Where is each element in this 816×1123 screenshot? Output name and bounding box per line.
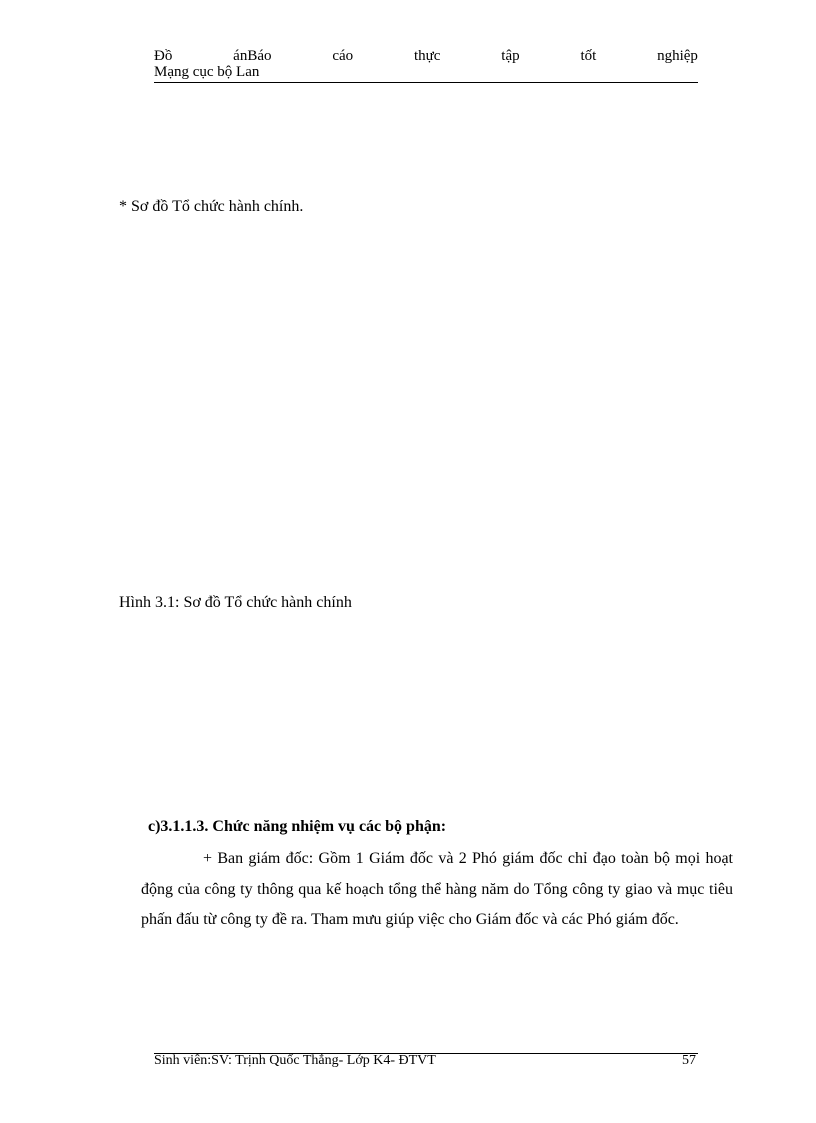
header-word: cáo [332, 48, 354, 64]
body-paragraph: + Ban giám đốc: Gồm 1 Giám đốc và 2 Phó giám đốc chỉ đạo toàn bộ mọi hoạt động của công ty thông qua kế hoạch tổng thể hàng năm do Tổng công ty giao và mục tiêu phấn đấu từ công ty đề ra. Tham mưu giúp việc cho Giám đốc và các Phó giám đốc. [141, 850, 733, 928]
page-footer [154, 1053, 698, 1069]
header-word: tập [501, 48, 520, 64]
header-word: ánBáo [233, 48, 272, 64]
header-word: tốt [580, 48, 597, 64]
header-title-row [154, 48, 698, 64]
header-word: thực [413, 48, 441, 64]
section-heading: * Sơ đồ Tổ chức hành chính. [119, 198, 304, 215]
footer-student-info: Sinh viên:SV: Trịnh Quốc Thắng- Lớp K4- ĐTVT [154, 1053, 436, 1068]
sub-heading: c)3.1.1.3. Chức năng nhiệm vụ các bộ phận: [148, 818, 447, 835]
page-number: 57 [682, 1053, 696, 1068]
header-word: Đồ [154, 48, 173, 64]
header-subtitle: Mạng cục bộ Lan [154, 64, 260, 80]
figure-caption: Hình 3.1: Sơ đồ Tổ chức hành chính [119, 594, 352, 611]
page-header [154, 48, 698, 80]
header-divider [154, 82, 698, 83]
header-word: nghiệp [657, 48, 698, 64]
